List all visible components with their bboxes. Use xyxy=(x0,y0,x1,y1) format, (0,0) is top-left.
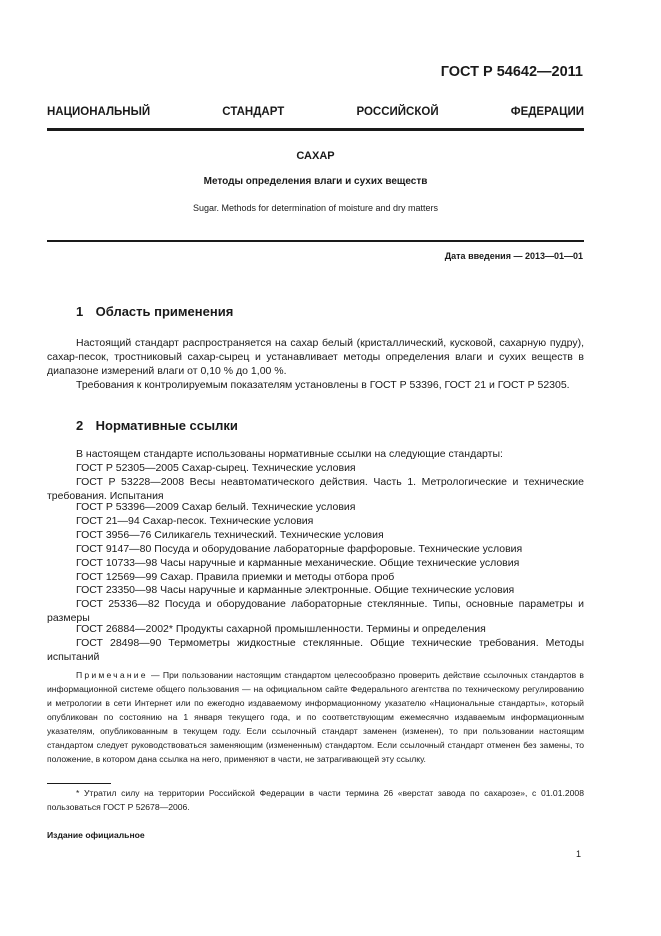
section-1-heading xyxy=(76,304,233,319)
note-label: Примечание xyxy=(76,670,148,680)
section-2-heading xyxy=(76,418,238,433)
reference-item: ГОСТ 23350—98 Часы наручные и карманные электронные. Общие технические условия xyxy=(76,584,515,596)
section-1-paragraph: Настоящий стандарт распространяется на сахар белый (кристаллический, кусковой, сахарную пудру), сахар-песок, тростниковый сахар-сырец и устанавливает методы определения влаги и сухих веществ в диапазоне измерений влаги от 0,10 % до 1,00 %. xyxy=(47,337,584,377)
reference-item: ГОСТ 21—94 Сахар-песок. Технические условия xyxy=(76,515,314,527)
references-intro: В настоящем стандарте использованы нормативные ссылки на следующие стандарты: xyxy=(76,448,503,460)
reference-item: ГОСТ Р 53228—2008 Весы неавтоматического действия. Часть 1. Метрологические и технические требования. Испытания xyxy=(47,476,584,502)
section-number: 1 xyxy=(76,304,84,319)
reference-item: ГОСТ 12569—99 Сахар. Правила приемки и методы отбора проб xyxy=(76,571,395,583)
document-title: САХАР xyxy=(296,150,335,162)
reference-item: ГОСТ 28498—90 Термометры жидкостные стеклянные. Общие технические требования. Методы испытаний xyxy=(47,637,584,663)
reference-item: ГОСТ 9147—80 Посуда и оборудование лабораторные фарфоровые. Технические условия xyxy=(76,543,523,555)
footnote-divider xyxy=(47,783,111,784)
section-title: Область применения xyxy=(95,304,234,319)
reference-item: ГОСТ 25336—82 Посуда и оборудование лабораторные стеклянные. Типы, основные параметры и размеры xyxy=(47,598,584,624)
section-1-paragraph: Требования к контролируемым показателям установлены в ГОСТ Р 53396, ГОСТ 21 и ГОСТ Р 52305. xyxy=(76,379,570,391)
reference-item: ГОСТ 26884—2002* Продукты сахарной промышленности. Термины и определения xyxy=(76,623,486,635)
reference-item: ГОСТ 10733—98 Часы наручные и карманные механические. Общие технические условия xyxy=(76,557,520,569)
footnote: * Утратил силу на территории Российской Федерации в части термина 26 «верстат завода по сахарозе», с 01.01.2008 пользоваться ГОСТ Р 52678—2006. xyxy=(47,788,584,812)
national-standard-title: НАЦИОНАЛЬНЫЙ СТАНДАРТ РОССИЙСКОЙ ФЕДЕРАЦИИ xyxy=(47,106,584,118)
document-code: ГОСТ Р 54642—2011 xyxy=(440,64,583,80)
header-divider xyxy=(47,128,584,131)
reference-item: ГОСТ 3956—76 Силикагель технический. Технические условия xyxy=(76,529,384,541)
references-note xyxy=(47,668,584,766)
reference-item: ГОСТ Р 52305—2005 Сахар-сырец. Технические условия xyxy=(76,462,356,474)
intro-date: Дата введения — 2013—01—01 xyxy=(444,251,583,261)
english-title: Sugar. Methods for determination of moisture and dry matters xyxy=(192,203,439,213)
reference-item: ГОСТ Р 53396—2009 Сахар белый. Технические условия xyxy=(76,501,356,513)
note-text: — При пользовании настоящим стандартом целесообразно проверить действие ссылочных стандартов в информационной системе общего пользования — на официальном сайте Федерального агентства по техническому регулированию и метрологии в сети Интернет или по ежегодно издаваемому информационному указателю «Национальные стандарты», который опубликован по состоянию на 1 января текущего года, и по соответствующим ежемесячно издаваемым информационным указателям, опубликованным в текущем году. Если ссылочный стандарт заменен (изменен), то при пользовании настоящим стандартом следует руководствоваться заменяющим (измененным) стандартом. Если ссылочный стандарт отменен без замены, то положение, в котором дана ссылка на него, применяют в части, не затрагивающей эту ссылку. xyxy=(47,670,584,764)
page-number: 1 xyxy=(575,849,581,859)
section-number: 2 xyxy=(76,418,84,433)
edition-label: Издание официальное xyxy=(47,830,145,840)
document-subtitle: Методы определения влаги и сухих веществ xyxy=(203,176,428,187)
title-divider xyxy=(47,240,584,242)
section-title: Нормативные ссылки xyxy=(95,418,238,433)
